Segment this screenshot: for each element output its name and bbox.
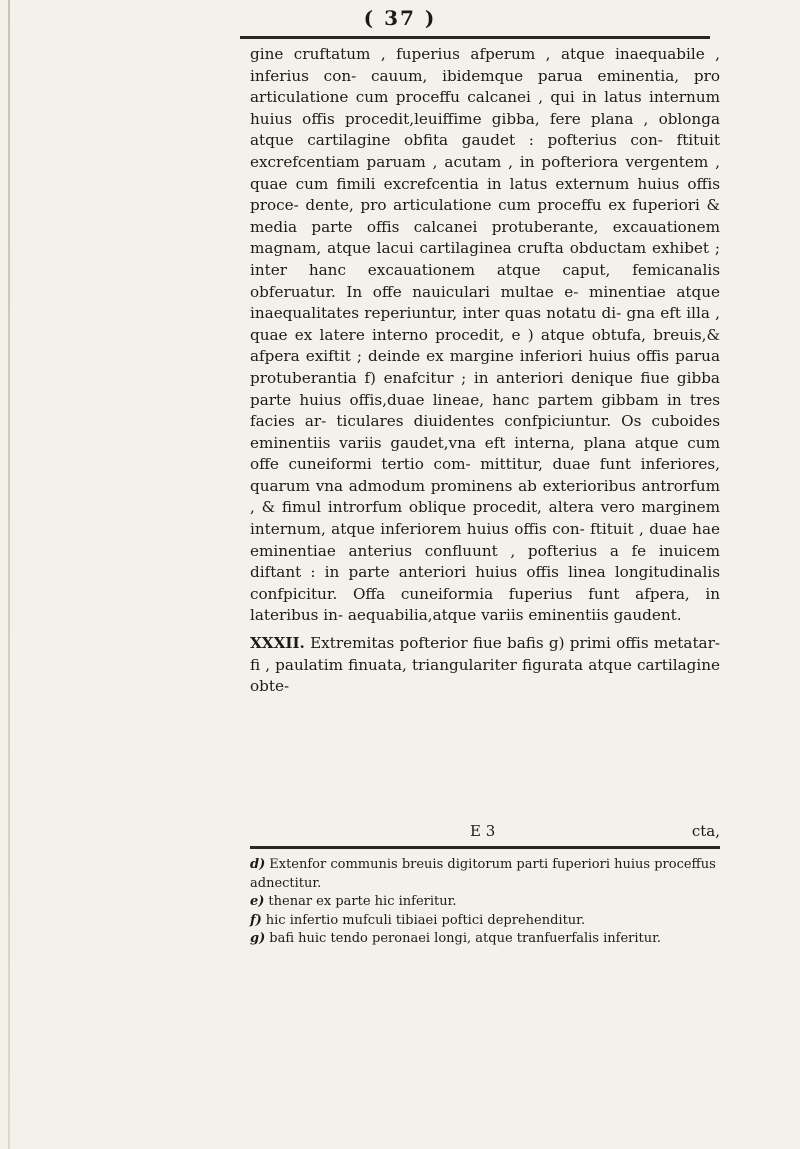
section-text: Extremitas pofterior fiue bafis g) primi offis metatar- fi , paulatim finuata, triangulariter figurata atque cartilagine obte-	[250, 634, 721, 696]
footnote	[250, 930, 720, 949]
footnote	[250, 856, 720, 893]
main-text	[250, 44, 720, 698]
footnote-text: thenar ex parte hic inferitur.	[268, 894, 457, 909]
catchwords	[470, 822, 720, 840]
footnotes	[250, 856, 720, 949]
footnote-text: bafi huic tendo peronaei longi, atque tranfuerfalis inferitur.	[269, 931, 662, 946]
header-rule	[240, 36, 710, 39]
footnote	[250, 893, 720, 912]
section-number: XXXII.	[250, 634, 305, 653]
footnote-mark: d)	[250, 857, 266, 872]
page-number: ( 37 )	[363, 6, 437, 30]
footnote-mark: g)	[250, 931, 266, 946]
scan-edge	[8, 0, 10, 1149]
paragraph: gine cruftatum , fuperius afperum , atque inaequabile , inferius con- cauum, ibidemque parua eminentia, pro articulatione cum proceffu calcanei , qui in latus internum huius offis procedit,leuiffime gibba, fere plana , oblonga atque cartilagine obfita gaudet : pofterius con- ftituit excrefcentiam paruam , acutam , in pofteriora vergentem , quae cum fimili excrefcentia in latus externum huius offis proce- dente, pro articulatione cum proceffu ex fuperiori & media parte offis calcanei protuberante, excauationem magnam, atque lacui cartilaginea crufta obductam exhibet ; inter hanc excauationem atque caput, femicanalis obferuatur. In offe nauiculari multae e- minentiae atque inaequalitates reperiuntur, inter quas notatu di- gna eft illa , quae ex latere interno procedit, e ) atque obtufa, breuis,& afpera exiftit ; deinde ex margine inferiori huius offis parua protuberantia f) enafcitur ; in anteriori denique fiue gibba parte huius offis,duae lineae, hanc partem gibbam in tres facies ar- ticulares diuidentes confpiciuntur. Os cuboides eminentiis variis gaudet,vna eft interna, plana atque cum offe cuneiformi tertio com- mittitur, duae funt inferiores, quarum vna admodum prominens ab exterioribus antrorfum , & fimul introrfum oblique procedit, altera vero marginem internum, atque inferiorem huius offis con- ftituit , duae hae eminentiae anterius confluunt , pofterius a fe inuicem diftant : in parte anteriori huius offis linea longitudinalis confpicitur. Offa cuneiformia fuperius funt afpera, in lateribus in- aequabilia,atque variis eminentiis gaudent.	[250, 45, 720, 625]
footnote-mark: e)	[250, 894, 265, 909]
footnote-text: Extenfor communis breuis digitorum parti fuperiori huius proceffus adnectitur.	[250, 857, 716, 891]
footnote	[250, 912, 720, 931]
catchword: cta,	[691, 822, 720, 840]
footnote-text: hic infertio mufculi tibiaei poftici deprehenditur.	[265, 912, 586, 928]
footnote-mark: f)	[250, 912, 262, 928]
footnote-rule	[250, 846, 720, 849]
section-paragraph	[250, 633, 720, 698]
signature-mark: E 3	[470, 822, 496, 840]
